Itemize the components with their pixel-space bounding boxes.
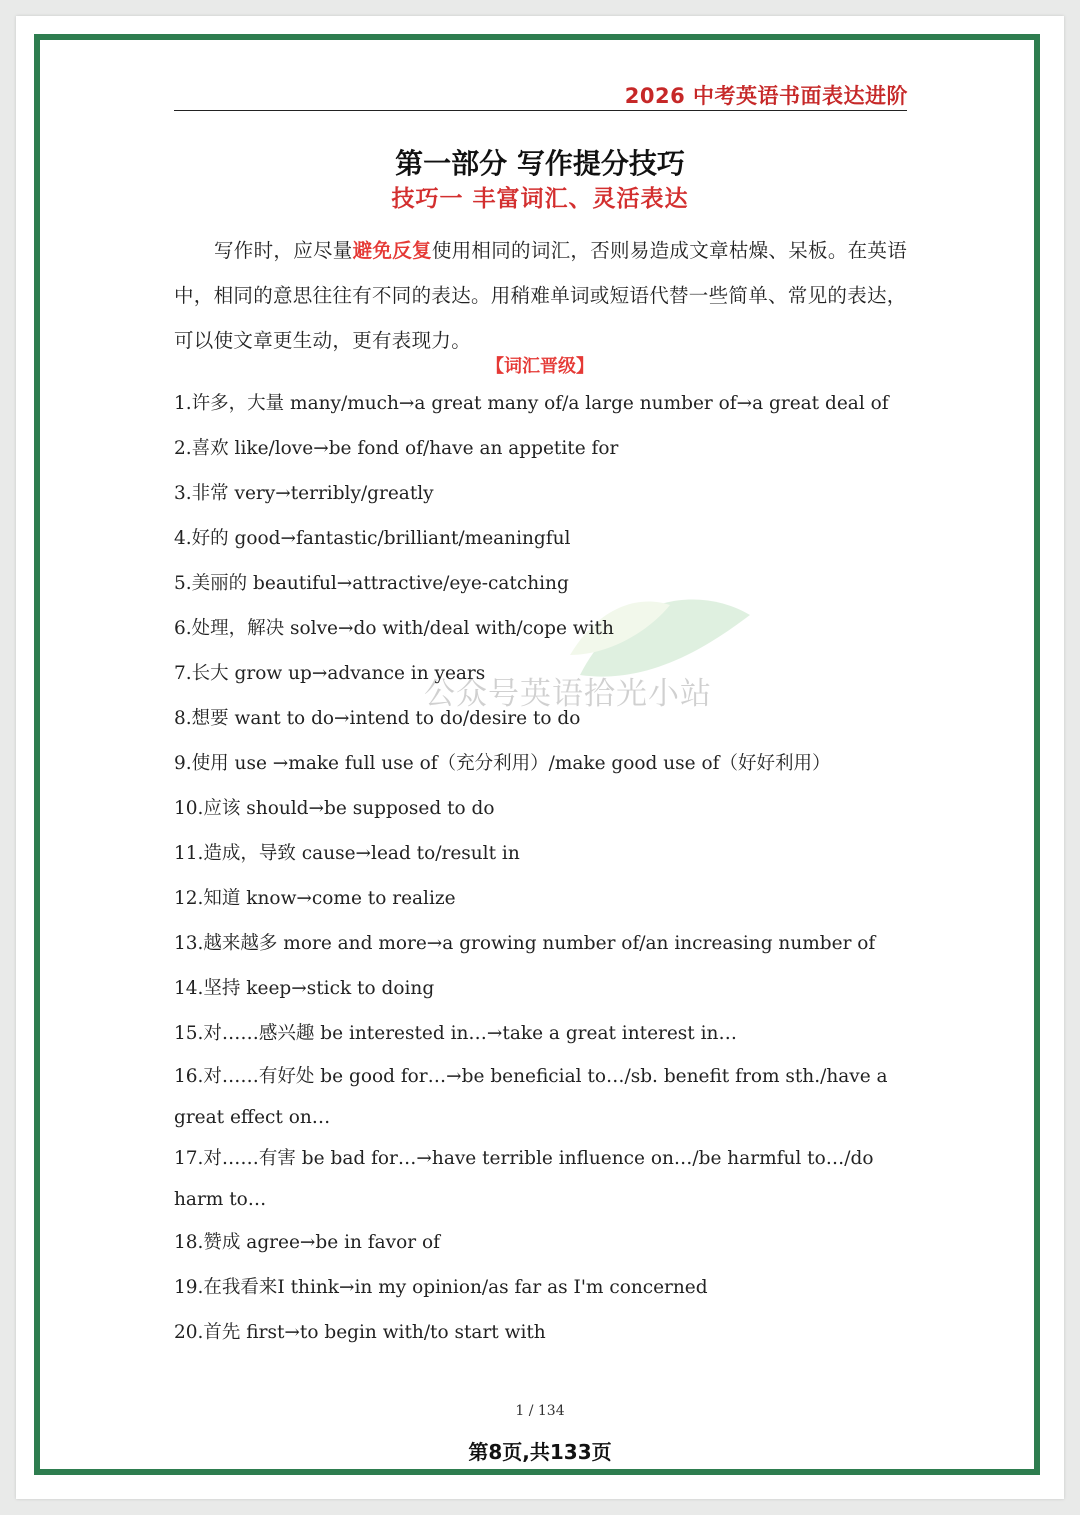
tip-title: 技巧一 丰富词汇、灵活表达 — [391, 186, 689, 212]
vocab-item: 17.对……有害 be bad for…→have terrible influence on…/be harmful to…/do harm to… — [174, 1148, 874, 1210]
header-title: 2026 中考英语书面表达进阶 — [624, 84, 908, 108]
vocab-item: 19.在我看来I think→in my opinion/as far as I'm concerned — [174, 1277, 708, 1298]
vocab-item: 3.非常 very→terribly/greatly — [174, 483, 434, 504]
vocab-item: 16.对……有好处 be good for…→be beneficial to…/sb. benefit from sth./have a great effect on… — [174, 1066, 888, 1128]
vocab-item: 11.造成，导致 cause→lead to/result in — [174, 843, 520, 864]
vocab-item: 8.想要 want to do→intend to do/desire to do — [174, 708, 581, 729]
vocab-item: 1.许多，大量 many/much→a great many of/a large number of→a great deal of — [174, 393, 889, 414]
vocab-item: 9.使用 use →make full use of（充分利用）/make good use of（好好利用） — [174, 753, 831, 774]
intro-paragraph — [174, 228, 909, 363]
vocab-item: 14.坚持 keep→stick to doing — [174, 978, 435, 999]
vocab-list — [174, 381, 909, 1355]
page-number: 1 / 134 — [515, 1403, 565, 1419]
intro-text-after: 使用相同的词汇，否则易造成文章枯燥、呆板。在英语中，相同的意思往往有不同的表达。用稍难单词或短语代替一些简单、常见的表达，可以使文章更生动，更有表现力。 — [174, 238, 908, 352]
vocab-item: 7.长大 grow up→advance in years — [174, 663, 486, 684]
vocab-item: 12.知道 know→come to realize — [174, 888, 456, 909]
footer-page-count: 第8页,共133页 — [468, 1440, 612, 1464]
header-divider — [174, 110, 907, 111]
watermark-text: 公众号英语拾光小站 — [424, 676, 712, 712]
vocab-item: 10.应该 should→be supposed to do — [174, 798, 495, 819]
vocab-item: 2.喜欢 like/love→be fond of/have an appetite for — [174, 438, 619, 459]
intro-text-before: 写作时，应尽量 — [214, 238, 353, 262]
vocab-item: 6.处理，解决 solve→do with/deal with/cope with — [174, 618, 614, 639]
vocab-item: 13.越来越多 more and more→a growing number of/an increasing number of — [174, 933, 876, 954]
vocab-item: 5.美丽的 beautiful→attractive/eye-catching — [174, 573, 569, 594]
part-title: 第一部分 写作提分技巧 — [395, 147, 685, 180]
vocab-item: 20.首先 first→to begin with/to start with — [174, 1322, 546, 1343]
vocab-item: 15.对……感兴趣 be interested in…→take a great interest in… — [174, 1023, 737, 1044]
vocab-item: 18.赞成 agree→be in favor of — [174, 1232, 440, 1253]
vocab-item: 4.好的 good→fantastic/brilliant/meaningful — [174, 528, 571, 549]
intro-highlight: 避免反复 — [352, 238, 432, 262]
section-label: 【词汇晋级】 — [486, 356, 594, 377]
